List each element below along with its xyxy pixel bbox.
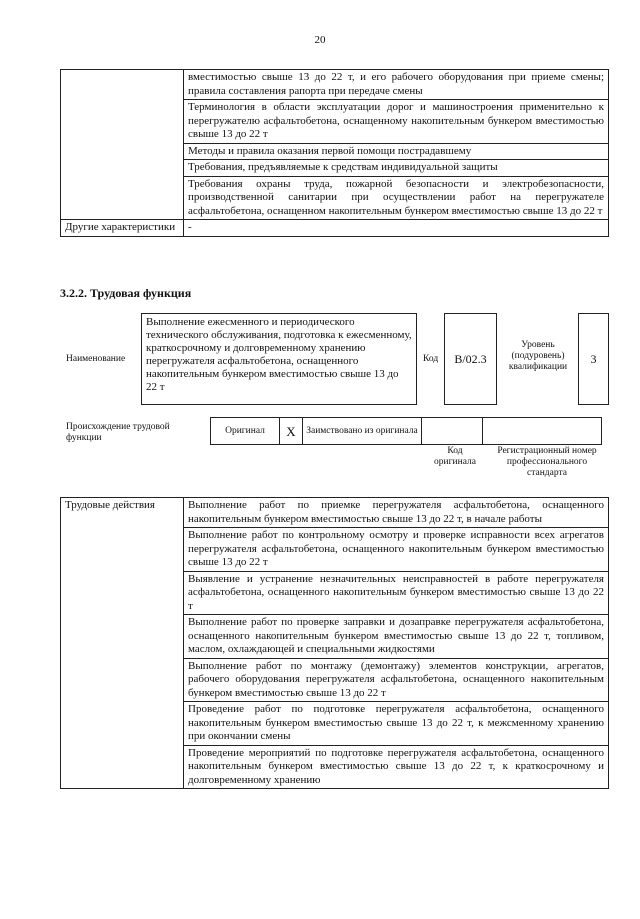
reg-number-caption: Регистрационный номер профессионального стандарта bbox=[497, 446, 597, 478]
table-cell: Выявление и устранение незначительных неисправностей в работе перегружателя асфальтобетона, оснащенного накопительным бункером вместимостью свыше 13 до 22 т bbox=[184, 571, 609, 615]
table-cell: Выполнение работ по монтажу (демонтажу) элементов конструкции, агрегатов, рабочего оборудования перегружателя асфальтобетона, оснащенного накопительным бункером вместимостью свыше 13 до 22 т bbox=[184, 658, 609, 702]
labor-actions-table bbox=[60, 497, 609, 789]
function-code-box: B/02.3 bbox=[444, 313, 497, 405]
knowledge-table bbox=[60, 69, 609, 237]
table-cell: Терминология в области эксплуатации дорог и машиностроения применительно к перегружателю асфальтобетона, оснащенному накопительным бункером вместимостью свыше 13 до 22 т bbox=[184, 100, 609, 144]
table-cell: Проведение мероприятий по подготовке перегружателя асфальтобетона, оснащенного накопительным бункером вместимостью свыше 13 до 22 т, к краткосрочному и долговременному хранению bbox=[184, 745, 609, 789]
original-label: Оригинал bbox=[211, 418, 280, 445]
table-row bbox=[61, 498, 609, 528]
table-cell: Требования, предъявляемые к средствам индивидуальной защиты bbox=[184, 160, 609, 177]
table-cell: - bbox=[184, 220, 609, 237]
origin-label: Происхождение трудовой функции bbox=[66, 422, 170, 443]
table-cell: вместимостью свыше 13 до 22 т, и его рабочего оборудования при приеме смены; правила составления рапорта при передаче смены bbox=[184, 70, 609, 100]
table-cell: Требования охраны труда, пожарной безопасности и электробезопасности, производственной санитарии при осуществлении работ на перегружателе асфальтобетона, оснащенном накопительным бункером вместимостью свыше 13 до 22 т bbox=[184, 176, 609, 220]
origin-code-caption: Код оригинала bbox=[434, 446, 476, 467]
table-row bbox=[61, 220, 609, 237]
table-cell: Выполнение работ по контрольному осмотру и проверке исправности всех агрегатов перегружателя асфальтобетона, оснащенного накопительным бункером вместимостью свыше 13 до 22 т bbox=[184, 528, 609, 572]
row-label-other: Другие характеристики bbox=[61, 220, 184, 237]
labor-actions-label: Трудовые действия bbox=[61, 498, 184, 789]
table-cell: Выполнение работ по приемке перегружателя асфальтобетона, оснащенного накопительным бункером вместимостью свыше 13 до 22 т, в начале работы bbox=[184, 498, 609, 528]
table-cell: Выполнение работ по проверке заправки и дозаправке перегружателя асфальтобетона, оснащенного накопительным бункером вместимостью свыше 13 до 22 т, топливом, маслом, охлаждающей и специальными жидкостями bbox=[184, 615, 609, 659]
level-label: Уровень (подуровень) квалификации bbox=[508, 340, 568, 372]
borrowed-label: Заимствовано из оригинала bbox=[303, 418, 422, 445]
origin-table bbox=[210, 417, 602, 445]
table-cell: Методы и правила оказания первой помощи пострадавшему bbox=[184, 143, 609, 160]
row-label bbox=[61, 70, 184, 220]
reg-number-cell bbox=[483, 418, 602, 445]
page-number: 20 bbox=[314, 34, 326, 46]
original-mark: X bbox=[280, 418, 303, 445]
section-heading: 3.2.2. Трудовая функция bbox=[60, 286, 192, 300]
name-label: Наименование bbox=[66, 354, 126, 364]
table-cell: Проведение работ по подготовке перегружателя асфальтобетона, оснащенного накопительным бункером вместимостью свыше 13 до 22 т, к межсменному хранению при окончании смены bbox=[184, 702, 609, 746]
code-label: Код bbox=[423, 354, 439, 364]
origin-code-cell bbox=[422, 418, 483, 445]
function-name-box: Выполнение ежесменного и периодического технического обслуживания, подготовка к ежесменному, краткосрочному и долговременному хранению перегружателя асфальтобетона, оснащенного накопительным бункером вместимостью свыше 13 до 22 т bbox=[141, 313, 417, 405]
qualification-level-box: 3 bbox=[578, 313, 609, 405]
table-row bbox=[61, 70, 609, 100]
